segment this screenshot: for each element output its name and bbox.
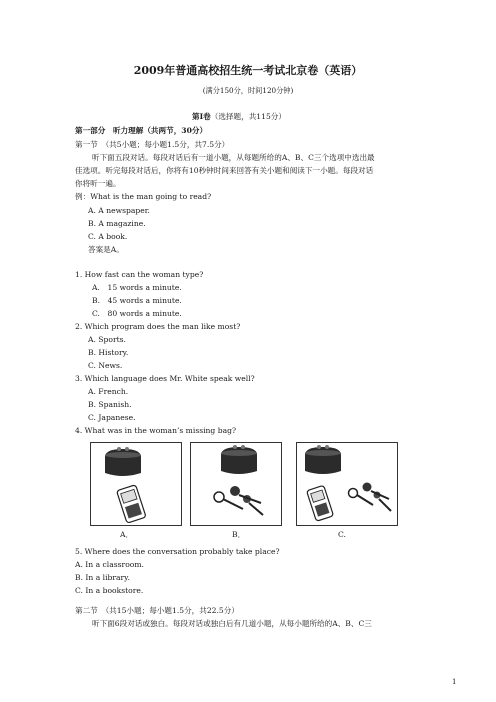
q2-option-c: C. News. <box>88 361 123 370</box>
example-question: 例：What is the man going to read? <box>75 192 212 201</box>
picture-c-label: C. <box>338 530 346 539</box>
question-1: 1. How fast can the woman type? <box>75 270 204 279</box>
q2-option-a: A. Sports. <box>88 335 126 344</box>
question-5: 5. Where does the conversation probably take place? <box>75 547 280 556</box>
page-number: 1 <box>452 678 457 686</box>
example-label: 例： <box>75 192 91 201</box>
example-option-b: B. A magazine. <box>88 219 146 228</box>
purse-and-phone-icon <box>91 443 181 525</box>
instruction-line-3: 你将听一遍。 <box>75 179 121 188</box>
q3-option-a: A. French. <box>88 387 129 396</box>
page-title: 2009年普通高校招生统一考试北京卷（英语） <box>133 64 363 77</box>
example-option-c: C. A book. <box>88 232 128 241</box>
volume-heading <box>192 112 286 122</box>
example-answer: 答案是A。 <box>88 245 124 254</box>
section2-heading: 第二节 （共15小题；每小题1.5分，共22.5分） <box>75 606 239 615</box>
volume-note: （选择题，共115分） <box>210 112 286 121</box>
volume-label: 第I卷 <box>192 112 211 121</box>
q3-option-b: B. Spanish. <box>88 400 132 409</box>
picture-c <box>296 442 398 526</box>
question-4: 4. What was in the woman’s missing bag? <box>75 426 237 435</box>
q1-option-a: A. 15 words a minute. <box>92 283 182 292</box>
page-subtitle: (满分150分，时间120分钟) <box>202 86 294 95</box>
section2-instruction-line-1: 听下面6段对话或独白。每段对话或独白后有几道小题，从每小题所给的A、B、C三 <box>92 619 372 628</box>
q5-option-a: A. In a classroom. <box>75 560 144 569</box>
part1-heading: 第一部分 听力理解（共两节，30分） <box>75 126 208 135</box>
question-2: 2. Which program does the man like most? <box>75 322 241 331</box>
purse-phone-and-keys-icon <box>297 443 397 525</box>
instruction-line-1: 听下面五段对话。每段对话后有一道小题，从每题所给的A、B、C三个选项中选出最 <box>92 153 375 162</box>
q1-option-b: B. 45 words a minute. <box>92 296 182 305</box>
picture-a-label: A． <box>120 530 134 539</box>
q5-option-c: C. In a bookstore. <box>75 586 144 595</box>
q1-option-c: C. 80 words a minute. <box>92 309 182 318</box>
instruction-line-2: 佳选项。听完每段对话后，你将有10秒钟时间来回答有关小题和阅读下一小题。每段对话 <box>75 166 374 175</box>
q2-option-b: B. History. <box>88 348 129 357</box>
question-3: 3. Which language does Mr. White speak well? <box>75 374 255 383</box>
picture-b-label: B． <box>232 530 246 539</box>
example-option-a: A. A newspaper. <box>88 206 150 215</box>
q3-option-c: C. Japanese. <box>88 413 136 422</box>
picture-a <box>90 442 182 526</box>
section1-heading: 第一节 （共5小题；每小题1.5分，共7.5分） <box>75 140 230 149</box>
picture-b <box>190 442 282 526</box>
purse-and-keys-icon <box>191 443 281 525</box>
q5-option-b: B. In a library. <box>75 573 130 582</box>
